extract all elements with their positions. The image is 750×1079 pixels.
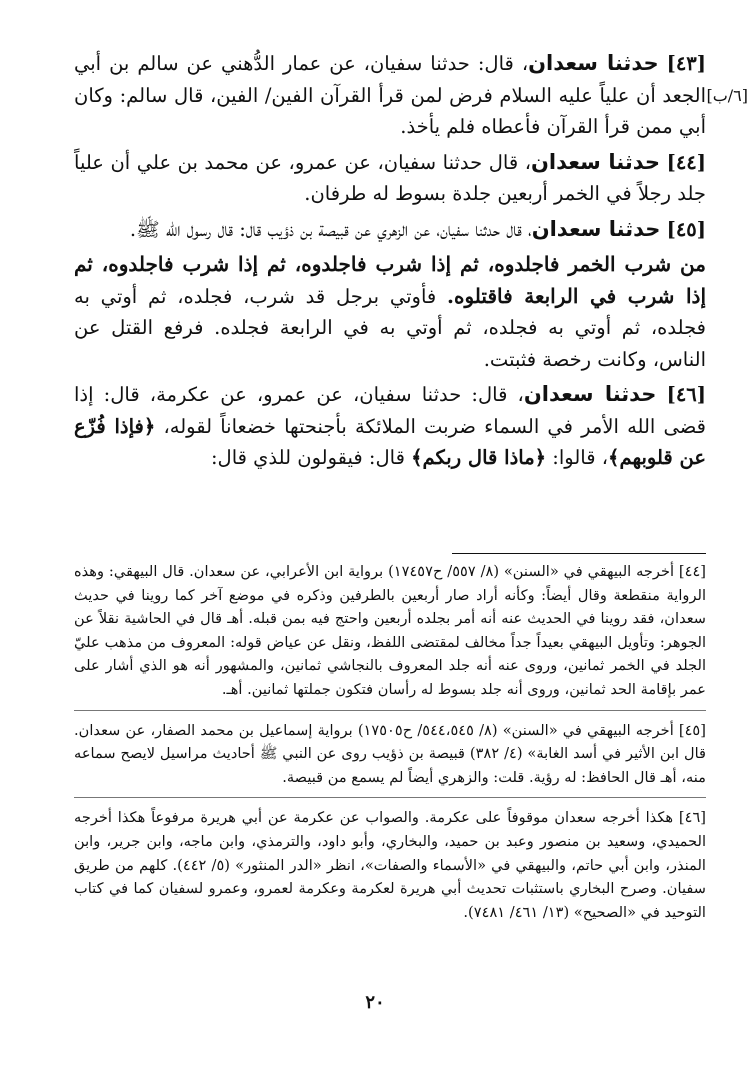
hadith-number: [٤٦] bbox=[666, 383, 706, 406]
narrator-lead: حدثنا سعدان bbox=[528, 51, 659, 75]
hadith-46 bbox=[74, 379, 706, 474]
hadith-continuation: فأوتي برجل قد شرب، فجلده، ثم أوتي به فجلده، ثم أوتي به فجلده، ثم أوتي به في الرابعة فجلده. فرفع القتل عن الناس، وكانت رخصة فثبتت. bbox=[74, 284, 706, 371]
hadith-number: [٤٣] bbox=[666, 52, 706, 75]
footnotes bbox=[74, 560, 706, 932]
hadith-text: ، قال حدثنا سفيان، عن عمرو، عن محمد بن علي أن علياً جلد رجلاً في الخمر أربعين جلدة بسوط له طرفان. bbox=[74, 150, 706, 205]
quran-quote: ﴿ماذا قال ربكم﴾ bbox=[411, 446, 547, 469]
hadith-text: قال: فيقولون للذي قال: bbox=[210, 446, 412, 469]
hadith-matn: من شرب الخمر فاجلدوه، ثم إذا شرب فاجلدوه، ثم إذا شرب فاجلدوه، ثم إذا شرب في الرابعة فاقتلوه. bbox=[74, 252, 706, 308]
narrator-lead: حدثنا سعدان bbox=[523, 382, 657, 406]
narrator-lead: حدثنا سعدان bbox=[531, 149, 661, 174]
hadith-45 bbox=[74, 214, 706, 246]
hadith-text: ، قالوا: bbox=[552, 446, 609, 469]
hadith-number: [٤٥] bbox=[666, 217, 706, 241]
narrator-lead: حدثنا سعدان bbox=[531, 216, 661, 241]
hadith-text: ، قال: حدثنا سفيان، عن عمار الدُّهني عن سالم بن أبي الجعد أن علياً عليه السلام فرض لمن قرأ القرآن الفين/ الفين، قال سالم: وكان أبي ممن قرأ القرآن فأعطاه فلم يأخذ. bbox=[74, 52, 706, 138]
footnote-45: [٤٥] أخرجه البيهقي في «السنن» (٨/ ٥٤٤،٥٤٥/ ح١٧٥٠٥) برواية إسماعيل بن محمد الصفار، عن سعدان. قال ابن الأثير في أسد الغابة» (٤/ ٣٨٢) قبيصة بن ذؤيب روى عن النبي ﷺ أحاديث مراسيل لايصح سماعه منه، أهـ قال الحافظ: له رؤية. قلت: والزهري أيضاً لم يسمع من قبيصة. bbox=[74, 721, 707, 786]
footnote-46: [٤٦] هكذا أخرجه سعدان موقوفاً على عكرمة. والصواب عن عكرمة عن أبي هريرة مرفوعاً هكذا أخرجه الحميدي، وسعيد بن منصور وعبد بن حميد، والبخاري، وأبو داود، والترمذي، وابن ماجه، وابن جرير، وابن المنذر، وابن أبي حاتم، والبيهقي في «الأسماء والصفات»، انظر «الدر المنثور» (٥/ ٤٤٢). كلهم من طريق سفيان. وصرح البخاري باستثبات تحديث أبي هريرة لعكرمة وعكرمة لعمرو، وعمرو لسفيان كما في كتاب التوحيد في «الصحيح» (١٣/ ٤٦١/ ٧٤٨١). bbox=[74, 809, 706, 921]
footnote-separator bbox=[74, 797, 706, 798]
hadith-number: [٤٤] bbox=[666, 150, 706, 174]
hadith-main-text bbox=[74, 48, 706, 478]
hadith-text: ، قال: حدثنا سفيان، عن عمرو، عن عكرمة، قال: إذا قضى الله الأمر في السماء ضربت الملائكة بأجنحتها خضعاناً لقوله، bbox=[74, 383, 707, 438]
hadith-45-matn-block bbox=[74, 249, 706, 375]
footnote-44: [٤٤] أخرجه البيهقي في «السنن» (٨/ ٥٥٧/ ح١٧٤٥٧) برواية ابن الأعرابي، عن سعدان. قال البيهقي: وهذه الرواية منقطعة وقال أيضاً: وكأنه أراد صار أربعين بالطرفين وذكره في موضع آخر كما روينا في حديث سعدان، فقد روينا في الحديث عنه أنه أمر بجلده أربعين واحتج فيه بمن قبله. أهـ قال في الحاشية نقلاً عن الجوهر: وتأويل البيهقي بعيداً جداً مخالف لمقتضى اللفظ، ونقل عن عياض قوله: المعروف من مذهب عليّ الجلد في الخمر ثمانين، وروى عنه أنه جلد المعروف بالنجاشي ثمانين، والمشهور أنه هو الذي أشار على عمر بإقامة الحد ثمانين، وروى أنه جلد بسوط له رأسان فتكون جملتها ثمانين. أهـ. bbox=[74, 563, 706, 698]
manuscript-folio-marker: [٦/ب] bbox=[706, 86, 748, 105]
hadith-44 bbox=[74, 147, 706, 210]
hadith-43 bbox=[74, 48, 706, 143]
quran-quote: ﴿فإذا فُزّع عن قلوبهم﴾ bbox=[74, 414, 706, 469]
footnote-separator bbox=[74, 710, 706, 711]
page-number: ٢٠ bbox=[365, 992, 385, 1013]
hadith-text: ، قال حدثنا سفيان، عن الزهري عن قبيصة بن ذؤيب قال: قال رسول الله ﷺ. bbox=[129, 217, 532, 241]
footnote-divider bbox=[452, 553, 706, 554]
